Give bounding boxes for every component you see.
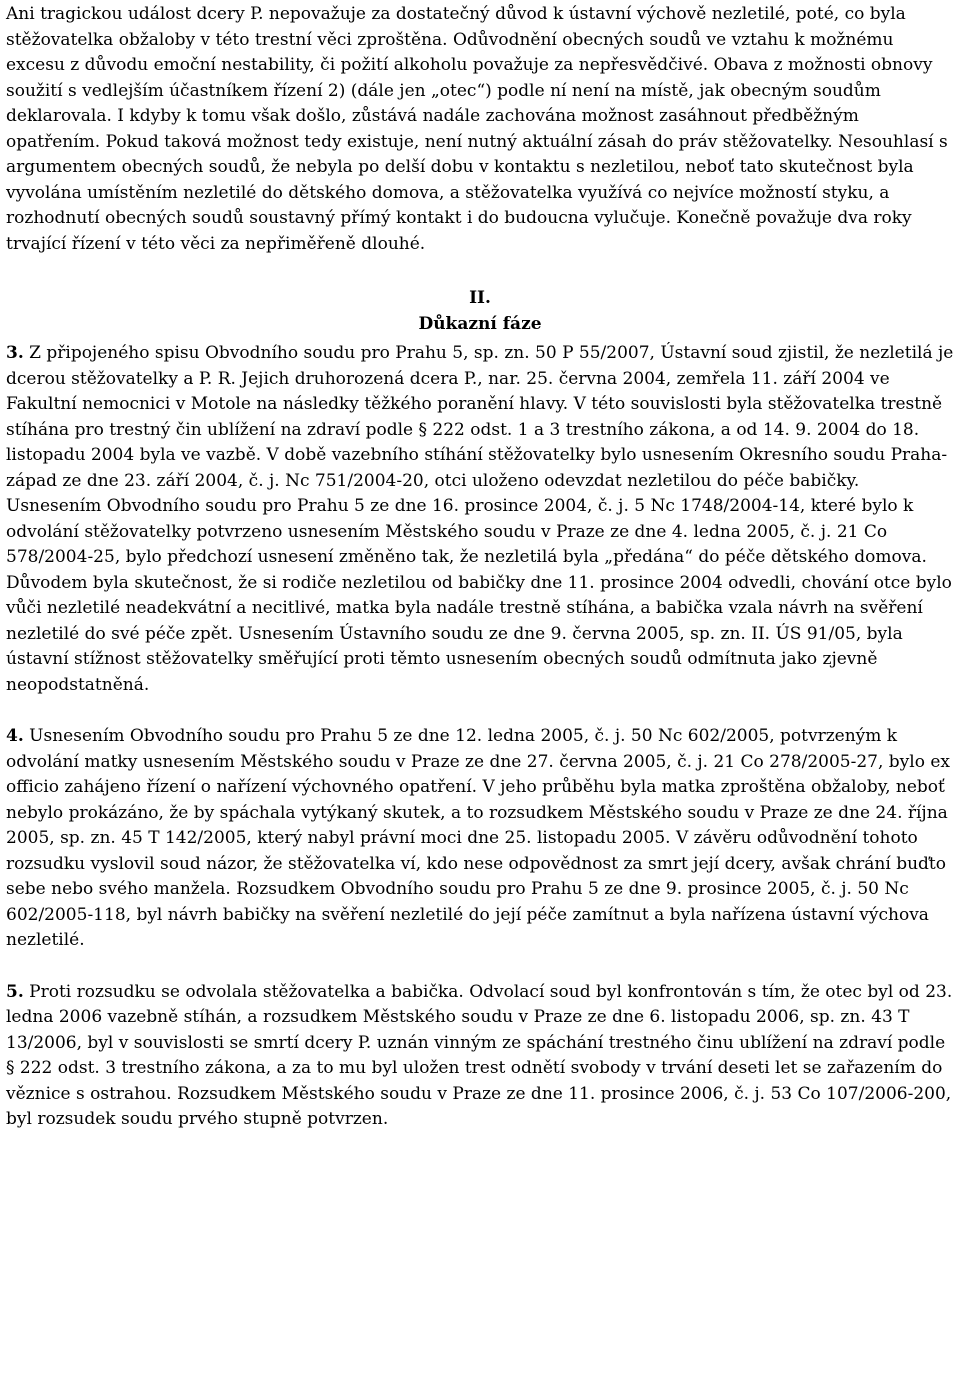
paragraph-3 bbox=[6, 341, 954, 698]
spacer bbox=[6, 257, 954, 286]
section-title: Důkazní fáze bbox=[418, 313, 542, 334]
paragraph-5 bbox=[6, 980, 954, 1133]
section-number: II. bbox=[469, 288, 491, 308]
paragraph-text: Z připojeného spisu Obvodního soudu pro Prahu 5, sp. zn. 50 P 55/2007, Ústavní soud zjistil, že nezletilá je dcerou stěžovatelky a P. R. Jejich druhorozená dcera P., nar. 25. června 2004, zemřela 11. září 2004 ve Fakultní nemocnici v Motole na následky těžkého poranění hlavy. V této souvislosti byla stěžovatelka trestně stíhána pro trestný čin ublížení na zdraví podle § 222 odst. 1 a 3 trestního zákona, a od 14. 9. 2004 do 18. listopadu 2004 byla ve vazbě. V době vazebního stíhání stěžovatelky bylo usnesením Okresního soudu Praha-západ ze dne 23. září 2004, č. j. Nc 751/2004-20, otci uloženo odevzdat nezletilou do péče babičky. Usnesením Obvodního soudu pro Prahu 5 ze dne 16. prosince 2004, č. j. 5 Nc 1748/2004-14, které bylo k odvolání stěžovatelky potvrzeno usnesením Městského soudu v Praze ze dne 4. ledna 2005, č. j. 21 Co 578/2004-25, bylo předchozí usnesení změněno tak, že nezletilá byla „předána“ do péče dětského domova. Důvodem byla skutečnost, že si rodiče nezletilou od babičky dne 11. prosince 2004 odvedli, chování otce bylo vůči nezletilé neadekvátní a necitlivé, matka byla nadále trestně stíhána, a babička vzala návrh na svěření nezletilé do své péče zpět. Usnesením Ústavního soudu ze dne 9. června 2005, sp. zn. II. ÚS 91/05, byla ústavní stížnost stěžovatelky směřující proti těmto usnesením obecných soudů odmítnuta jako zjevně neopodstatněná. bbox=[6, 343, 954, 695]
intro-paragraph: Ani tragickou událost dcery P. nepovažuje za dostatečný důvod k ústavní výchově nezletilé, poté, co byla stěžovatelka obžaloby v této trestní věci zproštěna. Odůvodnění obecných soudů ve vztahu k možnému excesu z důvodu emoční nestability, či požití alkoholu považuje za nepřesvědčivé. Obava z možnosti obnovy soužití s vedlejším účastníkem řízení 2) (dále jen „otec“) podle ní není na místě, jak obecným soudům deklarovala. I kdyby k tomu však došlo, zůstává nadále zachována možnost zasáhnout předběžným opatřením. Pokud taková možnost tedy existuje, není nutný aktuální zásah do práv stěžovatelky. Nesouhlasí s argumentem obecných soudů, že nebyla po delší dobu v kontaktu s nezletilou, neboť tato skutečnost byla vyvolána umístěním nezletilé do dětského domova, a stěžovatelka využívá co nejvíce možností styku, a rozhodnutí obecných soudů soustavný přímý kontakt i do budoucna vylučuje. Konečně považuje dva roky trvající řízení v této věci za nepřiměřeně dlouhé. bbox=[6, 4, 948, 254]
paragraph-number: 5. bbox=[6, 981, 24, 1002]
paragraph-text: Usnesením Obvodního soudu pro Prahu 5 ze dne 12. ledna 2005, č. j. 50 Nc 602/2005, potvrzeným k odvolání matky usnesením Městského soudu v Praze ze dne 27. června 2005, č. j. 21 Co 278/2005-27, bylo ex officio zahájeno řízení o nařízení výchovného opatření. V jeho průběhu byla matka zproštěna obžaloby, neboť nebylo prokázáno, že by spáchala vytýkaný skutek, a to rozsudkem Městského soudu v Praze ze dne 24. října 2005, sp. zn. 45 T 142/2005, který nabyl právní moci dne 25. listopadu 2005. V závěru odůvodnění tohoto rozsudku vyslovil soud názor, že stěžovatelka ví, kdo nese odpovědnost za smrt její dcery, avšak chrání buďto sebe nebo svého manžela. Rozsudkem Obvodního soudu pro Prahu 5 ze dne 9. prosince 2005, č. j. 50 Nc 602/2005-118, byl návrh babičky na svěření nezletilé do její péče zamítnut a byla nařízena ústavní výchova nezletilé. bbox=[6, 726, 951, 950]
paragraph-number: 3. bbox=[6, 343, 24, 363]
paragraph-4 bbox=[6, 724, 954, 954]
paragraph-separator bbox=[6, 698, 954, 724]
paragraph-text: Proti rozsudku se odvolala stěžovatelka a babička. Odvolací soud byl konfrontován s tím, že otec byl od 23. ledna 2006 vazebně stíhán, a rozsudkem Městského soudu v Praze ze dne 6. listopadu 2006, sp. zn. 43 T 13/2006, byl v souvislosti se smrtí dcery P. uznán vinným ze spáchání trestného činu ublížení na zdraví podle § 222 odst. 3 trestního zákona, a za to mu byl uložen trest odnětí svobody v trvání deseti let se zařazením do věznice s ostrahou. Rozsudkem Městského soudu v Praze ze dne 11. prosince 2006, č. j. 53 Co 107/2006-200, byl rozsudek soudu prvého stupně potvrzen. bbox=[6, 981, 953, 1129]
paragraph-separator bbox=[6, 954, 954, 980]
paragraph-number: 4. bbox=[6, 726, 24, 746]
